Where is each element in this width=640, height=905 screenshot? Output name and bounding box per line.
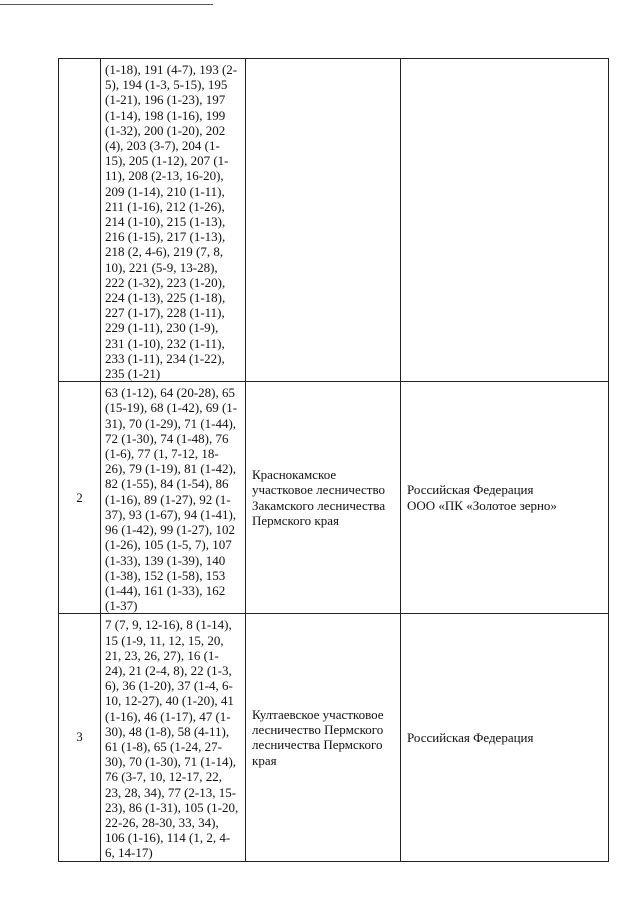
quarters-cell: (1-18), 191 (4-7), 193 (2- 5), 194 (1-3, 5-15), 195 (1-21), 196 (1-23), 197 (1-14), 198 (1-16), 199 (1-32), 200 (1-20), 202 (4), 203 (3-7), 204 (1- 15), 205 (1-12), 207 (1- 11), 208 (2-13, 16-20), 209 (1-14), 210 (1-11), 211 (1-16), 212 (1-26), 214 (1-10), 215 (1-13), 216 (1-15), 217 (1-13), 218 (2, 4-6), 219 (7, 8, 10), 221 (5-9, 13-28), 222 (1-32), 223 (1-20), 224 (1-13), 225 (1-18), 227 (1-17), 228 (1-11), 229 (1-11), 230 (1-9), 231 (1-10), 232 (1-11), 233 (1-11), 234 (1-22), 235 (1-21) [101, 59, 246, 382]
row-number-cell: 3 [59, 614, 101, 861]
header-rule [0, 4, 213, 5]
owner-cell: Российская Федерация [401, 614, 609, 861]
quarters-cell: 63 (1-12), 64 (20-28), 65 (15-19), 68 (1-42), 69 (1- 31), 70 (1-29), 71 (1-44), 72 (1-30), 74 (1-48), 76 (1-6), 77 (1, 7-12, 18- 26), 79 (1-19), 81 (1-42), 82 (1-55), 84 (1-54), 86 (1-16), 89 (1-27), 92 (1- 37), 93 (1-67), 94 (1-41), 96 (1-42), 99 (1-27), 102 (1-26), 105 (1-5, 7), 107 (1-33), 139 (1-39), 140 (1-38), 152 (1-58), 153 (1-44), 161 (1-33), 162 (1-37) [101, 382, 246, 614]
quarters-cell: 7 (7, 9, 12-16), 8 (1-14), 15 (1-9, 11, 12, 15, 20, 21, 23, 26, 27), 16 (1- 24), 21 (2-4, 8), 22 (1-3, 6), 36 (1-20), 37 (1-4, 6- 10, 12-27), 40 (1-20), 41 (1-16), 46 (1-17), 47 (1- 30), 48 (1-8), 58 (4-11), 61 (1-8), 65 (1-24, 27- 30), 70 (1-30), 71 (1-14), 76 (3-7, 10, 12-17, 22, 23, 28, 34), 77 (2-13, 15- 23), 86 (1-31), 105 (1-20, 22-26, 28-30, 33, 34), 106 (1-16), 114 (1, 2, 4- 6, 14-17) [101, 614, 246, 861]
row-number-cell: 2 [59, 382, 101, 614]
forestry-cell [246, 59, 401, 382]
owner-cell [401, 59, 609, 382]
forestry-cell: Краснокамское участковое лесничество Закамского лесничества Пермского края [246, 382, 401, 614]
owner-cell: Российская Федерация ООО «ПК «Золотое зерно» [401, 382, 609, 614]
forest-quarters-table [58, 58, 609, 862]
row-number-cell [59, 59, 101, 382]
table-row [59, 614, 609, 861]
table-row [59, 59, 609, 382]
forestry-cell: Култаевское участковое лесничество Пермского лесничества Пермского края [246, 614, 401, 861]
table-row [59, 382, 609, 614]
